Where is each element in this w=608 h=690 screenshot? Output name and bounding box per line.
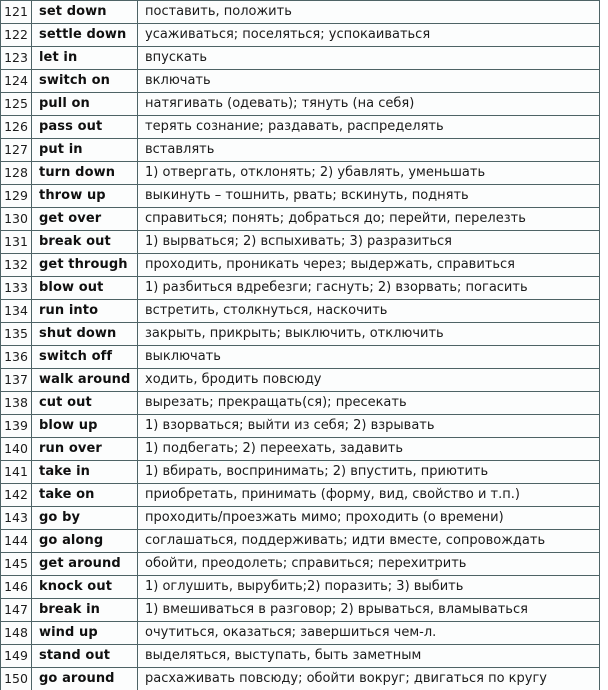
translation-cell: ходить, бродить повсюду [138, 369, 600, 392]
row-number-cell: 137 [1, 369, 32, 392]
table-row [1, 622, 600, 645]
table-row [1, 369, 600, 392]
table-row [1, 438, 600, 461]
row-number-cell: 132 [1, 254, 32, 277]
row-number-cell: 149 [1, 645, 32, 668]
translation-cell: вырезать; прекращать(ся); пресекать [138, 392, 600, 415]
table-row [1, 553, 600, 576]
phrasal-verb-cell: break in [32, 599, 138, 622]
row-number-cell: 148 [1, 622, 32, 645]
table-row [1, 162, 600, 185]
translation-cell: расхаживать повсюду; обойти вокруг; двигаться по кругу [138, 668, 600, 690]
translation-cell: справиться; понять; добраться до; перейти, перелезть [138, 208, 600, 231]
row-number-cell: 124 [1, 70, 32, 93]
table-row [1, 185, 600, 208]
translation-cell: приобретать, принимать (форму, вид, свойство и т.п.) [138, 484, 600, 507]
table-row [1, 645, 600, 668]
row-number-cell: 135 [1, 323, 32, 346]
phrasal-verb-cell: pull on [32, 93, 138, 116]
table-row [1, 24, 600, 47]
row-number-cell: 136 [1, 346, 32, 369]
row-number-cell: 133 [1, 277, 32, 300]
translation-cell: 1) разбиться вдребезги; гаснуть; 2) взорвать; погасить [138, 277, 600, 300]
row-number-cell: 126 [1, 116, 32, 139]
translation-cell: включать [138, 70, 600, 93]
phrasal-verb-cell: get through [32, 254, 138, 277]
row-number-cell: 122 [1, 24, 32, 47]
table-row [1, 277, 600, 300]
table-row [1, 1, 600, 24]
phrasal-verb-cell: knock out [32, 576, 138, 599]
phrasal-verb-cell: throw up [32, 185, 138, 208]
translation-cell: проходить/проезжать мимо; проходить (о времени) [138, 507, 600, 530]
translation-cell: 1) отвергать, отклонять; 2) убавлять, уменьшать [138, 162, 600, 185]
row-number-cell: 142 [1, 484, 32, 507]
translation-cell: терять сознание; раздавать, распределять [138, 116, 600, 139]
table-row [1, 323, 600, 346]
translation-cell: выделяться, выступать, быть заметным [138, 645, 600, 668]
row-number-cell: 134 [1, 300, 32, 323]
phrasal-verb-cell: get over [32, 208, 138, 231]
row-number-cell: 150 [1, 668, 32, 690]
phrasal-verb-cell: walk around [32, 369, 138, 392]
phrasal-verb-cell: blow up [32, 415, 138, 438]
table-row [1, 70, 600, 93]
phrasal-verb-cell: take in [32, 461, 138, 484]
translation-cell: выключать [138, 346, 600, 369]
row-number-cell: 128 [1, 162, 32, 185]
row-number-cell: 123 [1, 47, 32, 70]
table-row [1, 392, 600, 415]
table-row [1, 507, 600, 530]
phrasal-verb-cell: stand out [32, 645, 138, 668]
phrasal-verb-cell: switch on [32, 70, 138, 93]
phrasal-verb-cell: take on [32, 484, 138, 507]
table-row [1, 93, 600, 116]
translation-cell: усаживаться; поселяться; успокаиваться [138, 24, 600, 47]
phrasal-verb-cell: settle down [32, 24, 138, 47]
table-row [1, 254, 600, 277]
row-number-cell: 130 [1, 208, 32, 231]
translation-cell: проходить, проникать через; выдержать, справиться [138, 254, 600, 277]
phrasal-verb-cell: switch off [32, 346, 138, 369]
row-number-cell: 140 [1, 438, 32, 461]
translation-cell: 1) вбирать, воспринимать; 2) впустить, приютить [138, 461, 600, 484]
table-row [1, 139, 600, 162]
translation-cell: очутиться, оказаться; завершиться чем-л. [138, 622, 600, 645]
table-row [1, 599, 600, 622]
phrasal-verb-cell: go by [32, 507, 138, 530]
row-number-cell: 131 [1, 231, 32, 254]
row-number-cell: 125 [1, 93, 32, 116]
row-number-cell: 121 [1, 1, 32, 24]
translation-cell: поставить, положить [138, 1, 600, 24]
phrasal-verb-cell: cut out [32, 392, 138, 415]
table-row [1, 530, 600, 553]
translation-cell: встретить, столкнуться, наскочить [138, 300, 600, 323]
phrasal-verb-cell: blow out [32, 277, 138, 300]
translation-cell: 1) вырваться; 2) вспыхивать; 3) разразиться [138, 231, 600, 254]
row-number-cell: 143 [1, 507, 32, 530]
phrasal-verb-cell: break out [32, 231, 138, 254]
row-number-cell: 138 [1, 392, 32, 415]
translation-cell: выкинуть – тошнить, рвать; вскинуть, поднять [138, 185, 600, 208]
row-number-cell: 145 [1, 553, 32, 576]
table-row [1, 461, 600, 484]
translation-cell: натягивать (одевать); тянуть (на себя) [138, 93, 600, 116]
table-row [1, 668, 600, 690]
row-number-cell: 144 [1, 530, 32, 553]
phrasal-verb-cell: let in [32, 47, 138, 70]
phrasal-verb-cell: pass out [32, 116, 138, 139]
row-number-cell: 147 [1, 599, 32, 622]
row-number-cell: 141 [1, 461, 32, 484]
phrasal-verb-cell: get around [32, 553, 138, 576]
translation-cell: 1) взорваться; выйти из себя; 2) взрывать [138, 415, 600, 438]
translation-cell: 1) подбегать; 2) переехать, задавить [138, 438, 600, 461]
translation-cell: 1) оглушить, вырубить;2) поразить; 3) выбить [138, 576, 600, 599]
phrasal-verb-cell: turn down [32, 162, 138, 185]
table-row [1, 484, 600, 507]
table-row [1, 231, 600, 254]
table-row [1, 300, 600, 323]
translation-cell: закрыть, прикрыть; выключить, отключить [138, 323, 600, 346]
phrasal-verb-cell: go around [32, 668, 138, 690]
phrasal-verb-cell: run into [32, 300, 138, 323]
table-body [1, 1, 600, 690]
table-row [1, 346, 600, 369]
translation-cell: обойти, преодолеть; справиться; перехитрить [138, 553, 600, 576]
row-number-cell: 129 [1, 185, 32, 208]
translation-cell: впускать [138, 47, 600, 70]
phrasal-verb-cell: put in [32, 139, 138, 162]
translation-cell: соглашаться, поддерживать; идти вместе, сопровождать [138, 530, 600, 553]
table-row [1, 415, 600, 438]
table-row [1, 208, 600, 231]
translation-cell: 1) вмешиваться в разговор; 2) врываться, вламываться [138, 599, 600, 622]
table-row [1, 47, 600, 70]
translation-cell: вставлять [138, 139, 600, 162]
phrasal-verb-cell: set down [32, 1, 138, 24]
phrasal-verb-cell: run over [32, 438, 138, 461]
table-row [1, 576, 600, 599]
row-number-cell: 139 [1, 415, 32, 438]
row-number-cell: 127 [1, 139, 32, 162]
phrasal-verb-cell: shut down [32, 323, 138, 346]
phrasal-verb-cell: go along [32, 530, 138, 553]
table-row [1, 116, 600, 139]
row-number-cell: 146 [1, 576, 32, 599]
phrasal-verb-cell: wind up [32, 622, 138, 645]
